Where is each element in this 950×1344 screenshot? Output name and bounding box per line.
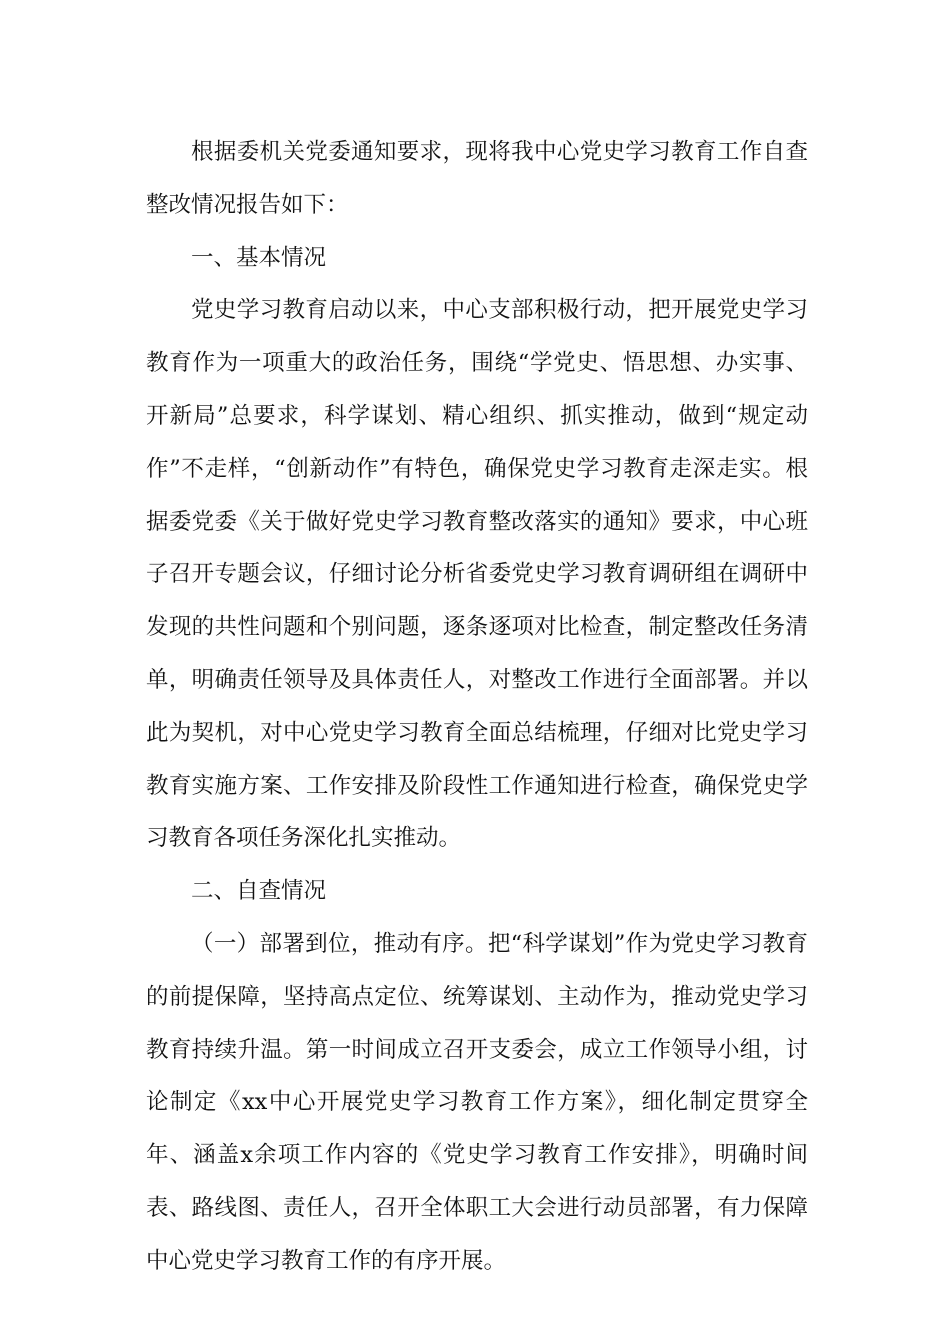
document-body [146,126,808,1288]
intro-paragraph: 根据委机关党委通知要求，现将我中心党史学习教育工作自查整改情况报告如下： [146,139,808,218]
self-inspection-paragraph-1: （一）部署到位，推动有序。把“科学谋划”作为党史学习教育的前提保障，坚持高点定位、统筹谋划、主动作为，推动党史学习教育持续升温。第一时间成立召开支委会，成立工作领导小组，讨论制定《xx中心开展党史学习教育工作方案》，细化制定贯穿全年、涵盖x余项工作内容的《党史学习教育工作安排》，明确时间表、路线图、责任人，召开全体职工大会进行动员部署，有力保障中心党史学习教育工作的有序开展。 [146,930,808,1274]
basic-situation-paragraph: 党史学习教育启动以来，中心支部积极行动，把开展党史学习教育作为一项重大的政治任务，围绕“学党史、悟思想、办实事、开新局”总要求，科学谋划、精心组织、抓实推动，做到“规定动作”不走样，“创新动作”有特色，确保党史学习教育走深走实。根据委党委《关于做好党史学习教育整改落实的通知》要求，中心班子召开专题会议，仔细讨论分析省委党史学习教育调研组在调研中发现的共性问题和个别问题，逐条逐项对比检查，制定整改任务清单，明确责任领导及具体责任人，对整改工作进行全面部署。并以此为契机，对中心党史学习教育全面总结梳理，仔细对比党史学习教育实施方案、工作安排及阶段性工作通知进行检查，确保党史学习教育各项任务深化扎实推动。 [146,297,808,852]
section-heading-basic-situation: 一、基本情况 [191,244,327,271]
section-heading-self-inspection: 二、自查情况 [191,878,327,905]
